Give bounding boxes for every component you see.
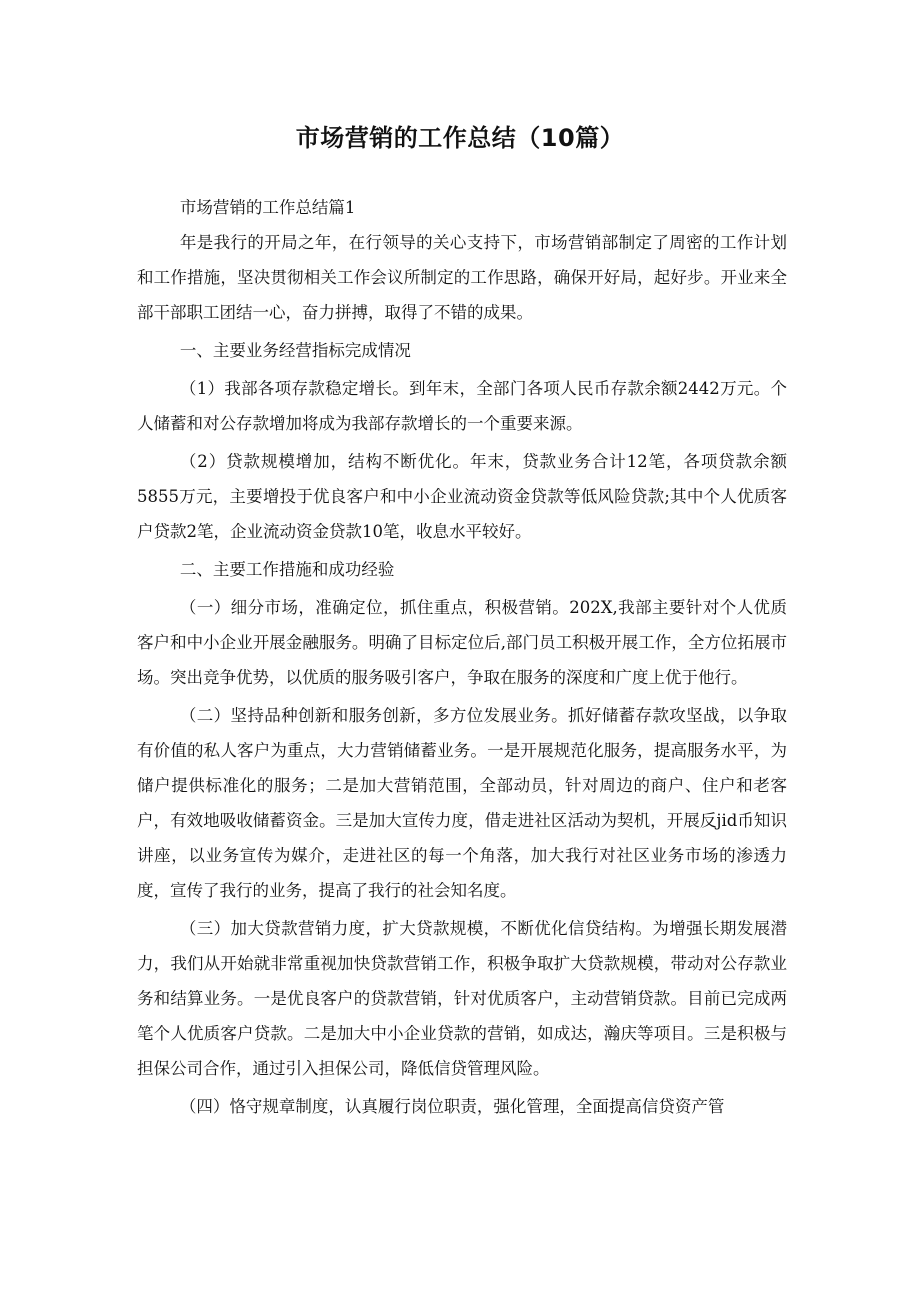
paragraph: （四）恪守规章制度，认真履行岗位职责，强化管理，全面提高信贷资产管 [179,1097,725,1116]
paragraph: （二）坚持品种创新和服务创新，多方位发展业务。抓好储蓄存款攻坚战，以争取有价值的私人客户为重点，大力营销储蓄业务。一是开展规范化服务，提高服务水平，为储户提供标准化的服务；二是加大营销范围，全部动员，针对周边的商户、住户和老客户，有效地吸收储蓄资金。三是加大宣传力度，借走进社区活动为契机，开展反jid币知识讲座，以业务宣传为媒介，走进社区的每一个角落，加大我行对社区业务市场的渗透力度，宣传了我行的业务，提高了我行的社会知名度。 [137,706,787,900]
document-title: 市场营销的工作总结（10篇） [295,124,625,152]
paragraph: （三）加大贷款营销力度，扩大贷款规模，不断优化信贷结构。为增强长期发展潜力，我们从开始就非常重视加快贷款营销工作，积极争取扩大贷款规模，带动对公存款业务和结算业务。一是优良客户的贷款营销，针对优质客户，主动营销贷款。目前已完成两笔个人优质客户贷款。二是加大中小企业贷款的营销，如成达，瀚庆等项目。三是积极与担保公司合作，通过引入担保公司，降低信贷管理风险。 [137,919,787,1078]
paragraph: （1）我部各项存款稳定增长。到年末，全部门各项人民币存款余额2442万元。个人储蓄和对公存款增加将成为我部存款增长的一个重要来源。 [137,379,787,433]
paragraph: （一）细分市场，准确定位，抓住重点，积极营销。202X,我部主要针对个人优质客户和中小企业开展金融服务。明确了目标定位后,部门员工积极开展工作，全方位拓展市场。突出竞争优势，以优质的服务吸引客户，争取在服务的深度和广度上优于他行。 [137,598,787,687]
section-heading: 二、主要工作措施和成功经验 [179,560,395,579]
paragraph: （2）贷款规模增加，结构不断优化。年末，贷款业务合计12笔，各项贷款余额5855万元，主要增投于优良客户和中小企业流动资金贷款等低风险贷款;其中个人优质客户贷款2笔，企业流动资金贷款10笔，收息水平较好。 [137,452,787,541]
section-heading: 一、主要业务经营指标完成情况 [179,341,411,360]
document-body [137,190,787,1124]
section-heading: 市场营销的工作总结篇1 [179,198,356,217]
paragraph: 年是我行的开局之年，在行领导的关心支持下，市场营销部制定了周密的工作计划和工作措施，坚决贯彻相关工作会议所制定的工作思路，确保开好局，起好步。开业来全部干部职工团结一心，奋力拼搏，取得了不错的成果。 [137,233,787,322]
